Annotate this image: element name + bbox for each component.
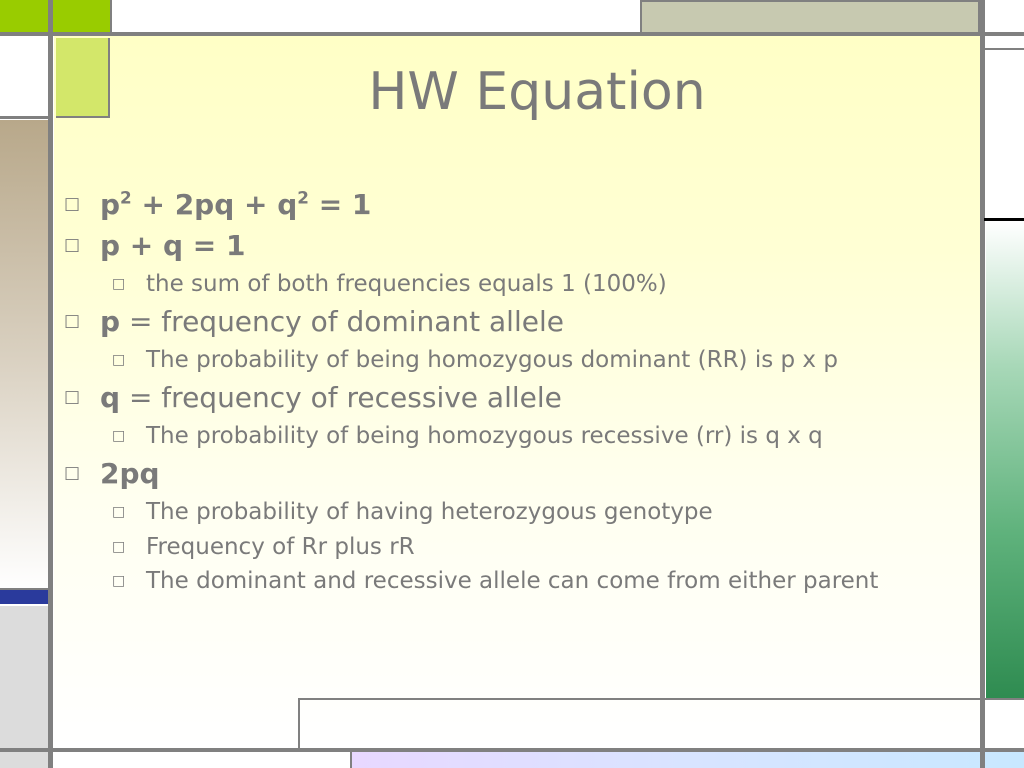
frame-line-right-upper <box>984 48 1024 50</box>
list-subitem: □ The probability of having heterozygous genotype <box>62 496 962 529</box>
list-subitem: □ The probability of being homozygous recessive (rr) is q x q <box>62 420 962 453</box>
list-subitem: □ The probability of being homozygous dominant (RR) is p x p <box>62 344 962 377</box>
frame-line-bottom <box>0 748 1024 752</box>
frame-line-top <box>0 32 1024 36</box>
bullet-square-icon: □ <box>112 573 126 589</box>
bullet-square-icon: □ <box>112 352 126 368</box>
frame-line-left <box>48 0 53 768</box>
bullet-square-icon: □ <box>64 194 81 214</box>
slide-title: HW Equation <box>368 62 706 122</box>
frame-line-bottom-box-left <box>298 698 300 748</box>
list-subitem: □ the sum of both frequencies equals 1 (100%) <box>62 268 962 301</box>
bullet-list <box>62 184 962 597</box>
list-item: □ p + q = 1 <box>62 225 962 266</box>
frame-line-left-lower <box>0 588 48 590</box>
list-subitem: □ The dominant and recessive allele can come from either parent <box>62 566 966 597</box>
bullet-square-icon: □ <box>64 387 81 407</box>
decor-green-strip-right <box>986 222 1024 700</box>
frame-line-right-lower <box>984 698 1024 700</box>
decor-grey-block-left <box>0 606 48 768</box>
bullet-square-icon: □ <box>112 428 126 444</box>
list-item: □ 2pq <box>62 453 962 494</box>
bullet-square-icon: □ <box>112 504 126 520</box>
decor-tan-strip-left <box>0 120 48 590</box>
frame-line-top-divider <box>110 0 112 32</box>
list-item: □ q = frequency of recessive allele <box>62 377 962 418</box>
bullet-square-icon: □ <box>64 311 81 331</box>
decor-green-block-top <box>0 0 110 32</box>
list-item: □ p = frequency of dominant allele <box>62 301 962 342</box>
bullet-square-icon: □ <box>112 539 126 555</box>
list-item: □ $p^2 + 2pq + q^2 = 1$ <box>62 184 962 225</box>
decor-khaki-block-top <box>640 0 980 34</box>
list-subitem: □ Frequency of Rr plus rR <box>62 531 962 564</box>
bullet-square-icon: □ <box>112 276 126 292</box>
frame-line-left-upper <box>0 116 48 119</box>
decor-lavender-strip-bottom <box>350 752 1024 768</box>
bullet-square-icon: □ <box>64 463 81 483</box>
decor-blue-strip-left <box>0 590 48 604</box>
frame-line-bottom-box-top <box>298 698 980 700</box>
bullet-square-icon: □ <box>64 235 81 255</box>
frame-line-right-black <box>984 218 1024 221</box>
